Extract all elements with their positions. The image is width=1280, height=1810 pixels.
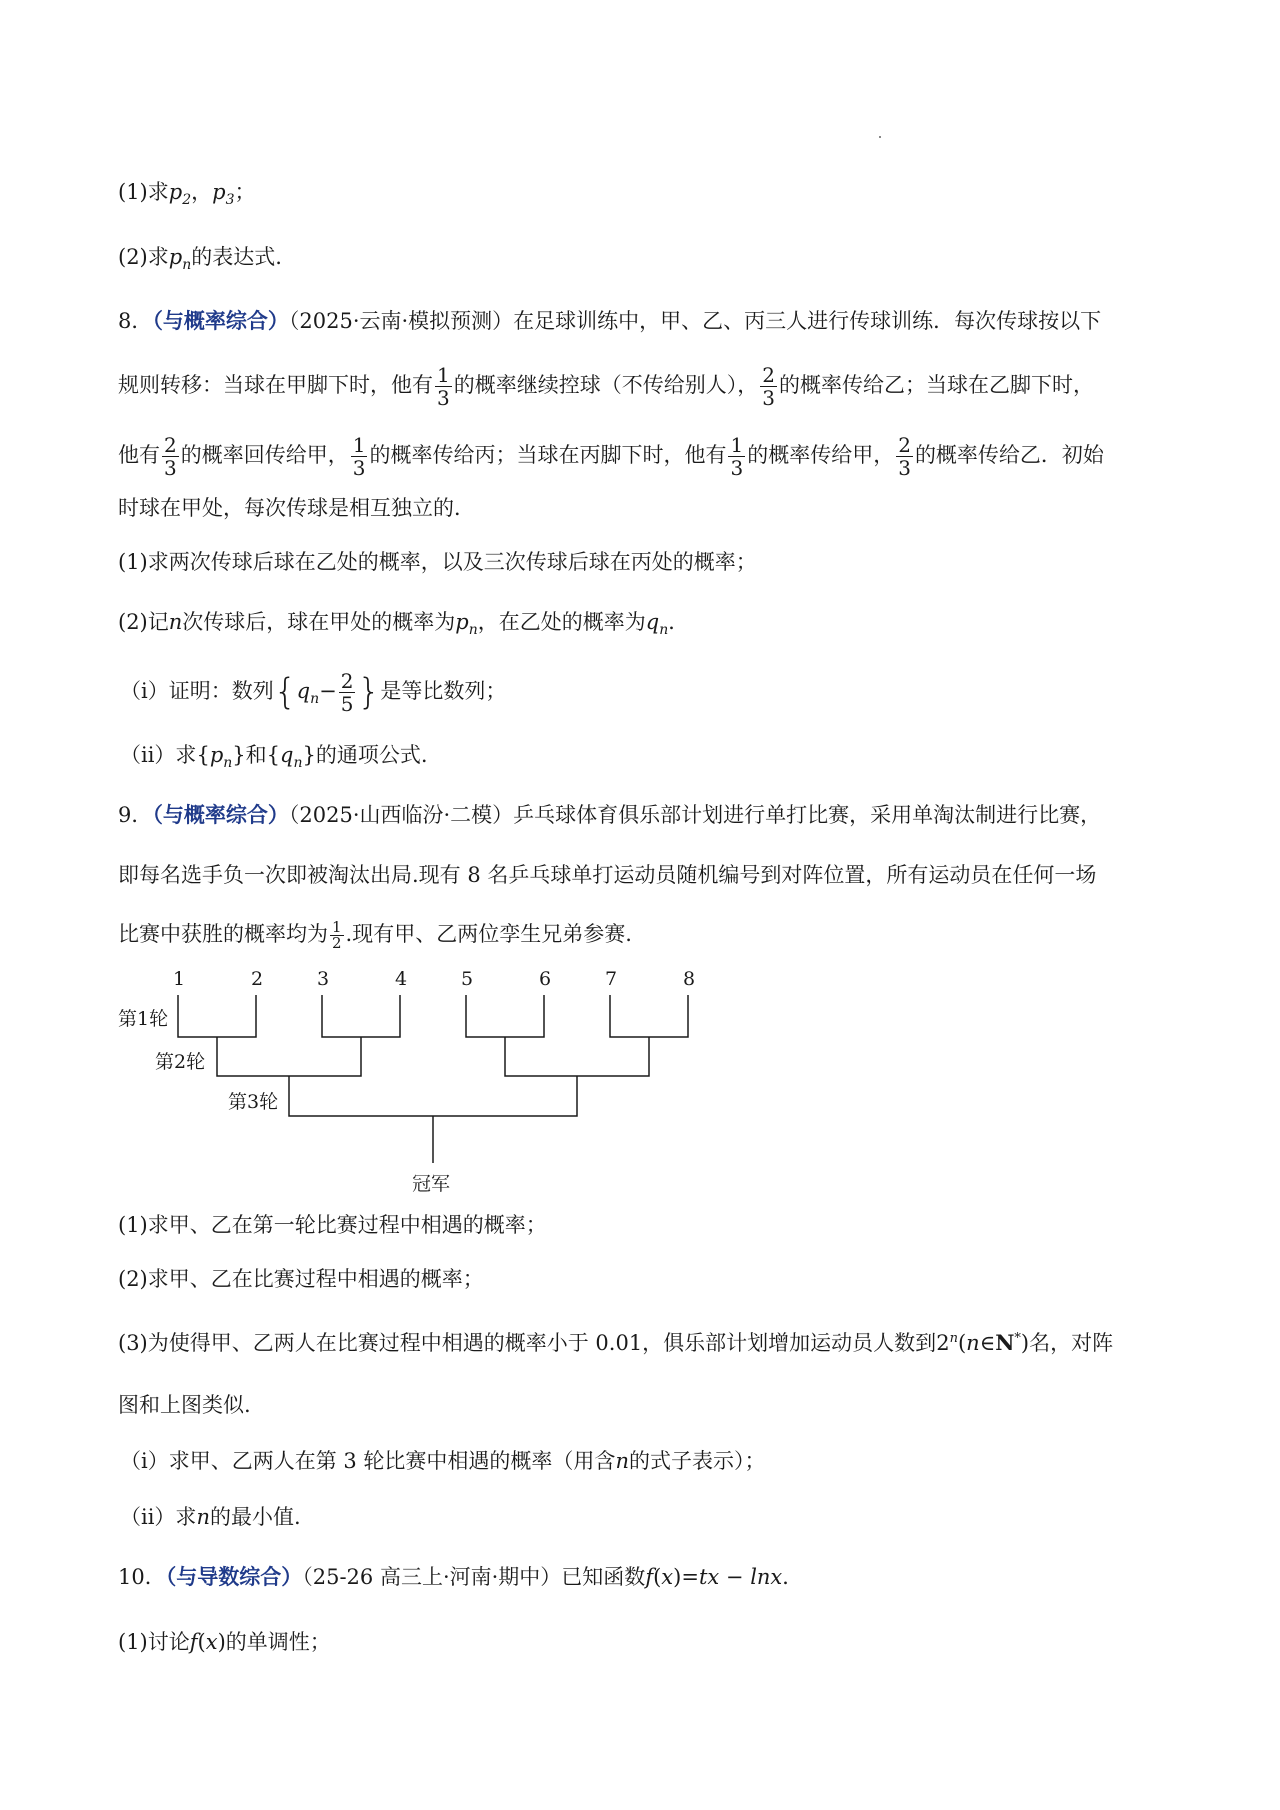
p8-line3: 他有 $\frac{2}{3}$ 的概率回传给甲， $\frac{1}{3}$ 的概率传给丙；当球在丙脚下时，他有 $\frac{1}{3}$ 的概率传给甲， $\frac{2}{3}$ 的概率传给乙．初始 [118, 433, 1104, 480]
p9-line3: 比赛中获胜的概率均为 $\frac{1}{2}$ .现有甲、乙两位孪生兄弟参赛. [118, 918, 632, 952]
player-2: 2 [251, 968, 264, 990]
fraction-2-3: $\frac{2}{3}$ [762, 363, 775, 410]
p9-q3-line1: (3)为使得甲、乙两人在比赛过程中相遇的概率小于 0.01，俱乐部计划增加运动员人数到2$^n$(n∈N*)名，对阵 [118, 1330, 1114, 1355]
fraction-2-5: $\frac{2}{5}$ [340, 669, 354, 716]
p8-qi: （i）证明：数列{$q_n-$ $\frac{2}{5}$ }是等比数列； [120, 669, 507, 716]
player-4: 4 [395, 968, 408, 990]
p9-line1: 9．（与概率综合）（2025·山西临汾·二模）乒乓球体育俱乐部计划进行单打比赛，采用单淘汰制进行比赛， [118, 802, 1102, 827]
round3-final [289, 1076, 577, 1116]
round1-match-1-2 [178, 995, 256, 1037]
tournament-bracket [110, 965, 730, 1200]
p10-line1: 10．（与导数综合）（25-26 高三上·河南·期中）已知函数f(x)=tx − lnx． [118, 1564, 804, 1589]
p10-tag: （与导数综合） [165, 1564, 303, 1589]
fraction-1-3: $\frac{1}{3}$ [730, 433, 744, 480]
round1-label: 第1轮 [118, 1008, 169, 1030]
p9-q3-line2: 图和上图类似. [118, 1393, 251, 1417]
prev-part2: (2)求$p_n$的表达式. [118, 245, 282, 273]
p10-q1: (1)讨论f(x)的单调性； [118, 1630, 331, 1654]
fraction-2-3: $\frac{2}{3}$ [898, 433, 911, 480]
champion-label: 冠军 [412, 1173, 451, 1195]
fraction-1-3: $\frac{1}{3}$ [352, 433, 366, 480]
p9-qi: （i）求甲、乙两人在第 3 轮比赛中相遇的概率（用含n的式子表示）； [120, 1449, 766, 1473]
page-mark [879, 136, 881, 138]
round3-label: 第3轮 [228, 1091, 279, 1113]
p8-qii: （ii）求$\{p_n\}$和$\{q_n\}$的通项公式. [120, 743, 428, 771]
round1-match-5-6 [466, 995, 544, 1037]
round2-label: 第2轮 [155, 1051, 206, 1073]
player-6: 6 [539, 968, 552, 990]
player-1: 1 [173, 968, 186, 990]
round2-match-left [217, 1037, 361, 1076]
p8-q1: (1)求两次传球后球在乙处的概率，以及三次传球后球在丙处的概率； [118, 550, 757, 574]
p8-q2: (2)记n次传球后，球在甲处的概率为$p_n$，在乙处的概率为$q_n$． [118, 610, 690, 638]
p9-q2: (2)求甲、乙在比赛过程中相遇的概率； [118, 1267, 484, 1291]
p9-q1: (1)求甲、乙在第一轮比赛过程中相遇的概率； [118, 1213, 547, 1237]
fraction-1-2: $\frac{1}{2}$ [332, 918, 342, 952]
p9-qii: （ii）求n的最小值. [120, 1505, 301, 1529]
player-7: 7 [605, 968, 618, 990]
fraction-1-3: $\frac{1}{3}$ [437, 363, 450, 410]
player-5: 5 [461, 968, 474, 990]
round1-match-3-4 [322, 995, 400, 1037]
fraction-2-3: $\frac{2}{3}$ [164, 433, 177, 480]
p8-line4: 时球在甲处，每次传球是相互独立的． [118, 496, 475, 520]
p9-line2: 即每名选手负一次即被淘汰出局.现有 8 名乒乓球单打运动员随机编号到对阵位置，所有运动员在任何一场 [118, 863, 1097, 887]
p8-line2: 规则转移：当球在甲脚下时，他有 $\frac{1}{3}$ 的概率继续控球（不传给别人）， $\frac{2}{3}$ 的概率传给乙；当球在乙脚下时， [118, 363, 1094, 410]
p9-tag: （与概率综合） [152, 802, 289, 827]
prev-part1: (1)求$p_2$，$p_3$； [118, 180, 256, 208]
p8-line1: 8．（与概率综合）（2025·云南·模拟预测）在足球训练中，甲、乙、丙三人进行传球训练．每次传球按以下 [118, 308, 1102, 333]
round1-match-7-8 [610, 995, 688, 1037]
player-3: 3 [317, 968, 330, 990]
player-8: 8 [683, 968, 696, 990]
round2-match-right [505, 1037, 649, 1076]
p8-tag: （与概率综合） [152, 308, 289, 333]
